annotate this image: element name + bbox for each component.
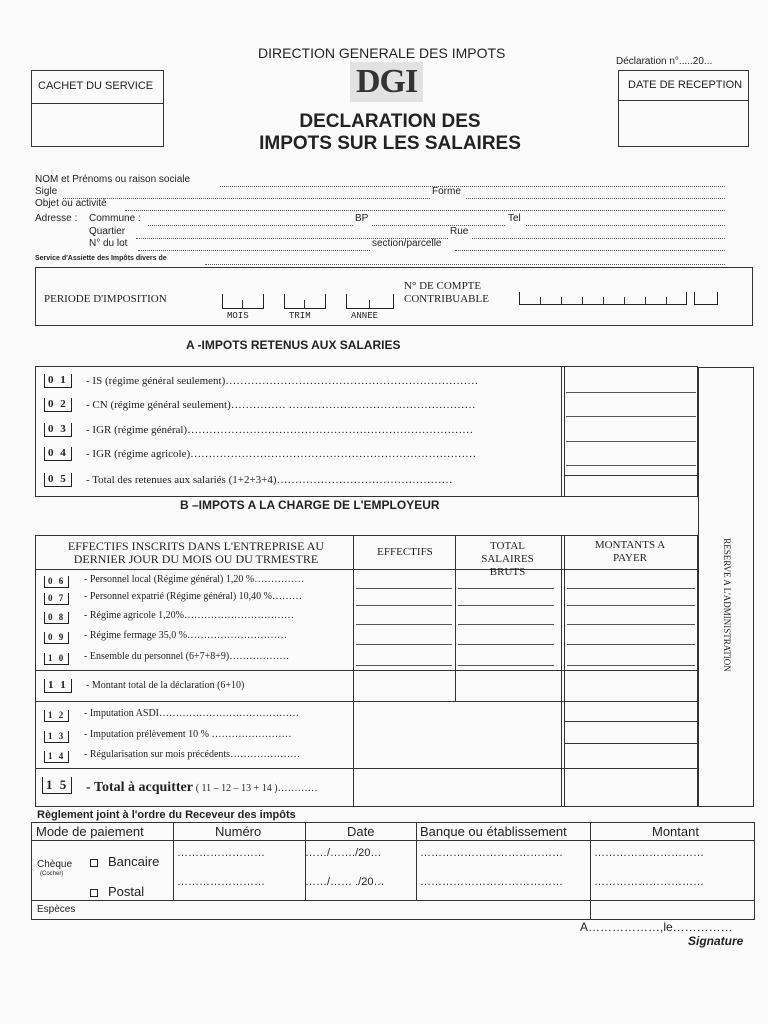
rue-label: Rue bbox=[450, 226, 469, 237]
section-b-row-label: - Personnel expatrié (Régime général) 10,40 %……… bbox=[84, 591, 302, 602]
postal-checkbox[interactable] bbox=[90, 889, 98, 897]
cheque-label: Chèque bbox=[37, 859, 73, 870]
code-12: 1 2 bbox=[44, 710, 69, 722]
input-cell[interactable] bbox=[567, 624, 695, 625]
reserve-administration-label: RESERVE A L'ADMINISTRATION bbox=[722, 538, 732, 672]
section-parcelle-label: section/parcelle bbox=[372, 238, 442, 249]
code-03: 0 3 bbox=[44, 423, 72, 437]
direction-title: DIRECTION GENERALE DES IMPOTS bbox=[258, 45, 506, 61]
tel-label: Tel bbox=[508, 213, 521, 224]
section-b-imput-label: - Régularisation sur mois précédents………………… bbox=[84, 749, 301, 760]
input-cell[interactable] bbox=[356, 624, 452, 625]
objet-label: Objet ou activité bbox=[35, 198, 107, 209]
adresse-label: Adresse : bbox=[35, 213, 78, 224]
header-montant: Montant bbox=[652, 824, 699, 839]
header-date: Date bbox=[347, 824, 375, 839]
trim-boxes bbox=[284, 294, 326, 309]
section-a-row-label: - IGR (régime agricole)…………………………………………………………………… bbox=[86, 448, 477, 460]
row-11-label: - Montant total de la déclaration (6+10) bbox=[86, 680, 245, 691]
section-b-row-label: - Régime agricole 1,20%…………………………… bbox=[84, 610, 294, 621]
mois-boxes bbox=[222, 294, 264, 309]
code-02: 0 2 bbox=[44, 398, 72, 412]
input-cell[interactable] bbox=[356, 644, 452, 645]
forme-label: Forme bbox=[432, 186, 461, 197]
date-reception-label: DATE DE RECEPTION bbox=[628, 79, 743, 91]
code-07: 0 7 bbox=[44, 593, 69, 605]
lot-label: N° du lot bbox=[89, 238, 128, 249]
header-banque: Banque ou établissement bbox=[420, 824, 567, 839]
section-b-row-label: - Ensemble du personnel (6+7+8+9)……………… bbox=[84, 651, 290, 662]
declaration-number: Déclaration n°.....20... bbox=[616, 56, 713, 67]
input-cell[interactable] bbox=[458, 605, 554, 606]
code-09: 0 9 bbox=[44, 632, 69, 644]
date-bancaire[interactable]: ……/……./20… bbox=[305, 847, 382, 859]
row-15-formula: ( 11 – 12 – 13 + 14 )………… bbox=[195, 783, 318, 794]
header-mode: Mode de paiement bbox=[36, 824, 144, 839]
code-08: 0 8 bbox=[44, 612, 69, 624]
montant-postal[interactable]: ………………………… bbox=[594, 876, 704, 888]
numero-postal[interactable]: …………………… bbox=[177, 876, 265, 888]
banque-bancaire[interactable]: ………………………………… bbox=[420, 847, 563, 859]
bancaire-label: Bancaire bbox=[108, 854, 160, 869]
section-a-row-label: - Total des retenues aux salariés (1+2+3+4)………………………………………… bbox=[86, 474, 453, 486]
especes-label: Espèces bbox=[37, 904, 76, 915]
section-a-row-label: - CN (régime général seulement)…………… …………………………………………… bbox=[86, 399, 476, 411]
code-13: 1 3 bbox=[44, 731, 69, 743]
section-b-row-label: - Personnel local (Régime général) 1,20 %…………… bbox=[84, 574, 305, 585]
postal-option[interactable] bbox=[90, 884, 144, 899]
reglement-title: Règlement joint à l'ordre du Receveur des impôts bbox=[37, 809, 296, 821]
section-b-title: B –IMPOTS A LA CHARGE DE L'EMPLOYEUR bbox=[180, 498, 440, 512]
lieu-date-line[interactable]: A………………,le…………… bbox=[580, 920, 733, 934]
annee-label: ANNEE bbox=[351, 311, 379, 321]
compte-key-box bbox=[694, 292, 718, 305]
compte-label-2: CONTRIBUABLE bbox=[404, 293, 489, 305]
compte-boxes bbox=[519, 292, 687, 305]
input-cell[interactable] bbox=[356, 588, 452, 589]
cachet-label: CACHET DU SERVICE bbox=[38, 80, 154, 92]
input-cell[interactable] bbox=[356, 665, 452, 666]
commune-label: Commune : bbox=[89, 213, 141, 224]
section-b-row-label: - Régime fermage 35,0 %………………………… bbox=[84, 630, 288, 641]
input-cell[interactable] bbox=[458, 644, 554, 645]
input-cell[interactable] bbox=[567, 644, 695, 645]
periode-label: PERIODE D'IMPOSITION bbox=[44, 293, 167, 305]
section-a-title: A -IMPOTS RETENUS AUX SALARIES bbox=[186, 338, 401, 352]
input-cell[interactable] bbox=[458, 624, 554, 625]
dgi-logo: DGI bbox=[350, 62, 423, 102]
header-numero: Numéro bbox=[215, 824, 262, 839]
row-15-label bbox=[86, 780, 318, 796]
sigle-label: Sigle bbox=[35, 186, 58, 197]
mois-label: MOIS bbox=[227, 311, 249, 321]
input-cell[interactable] bbox=[567, 605, 695, 606]
code-05: 0 5 bbox=[44, 473, 72, 487]
code-15: 1 5 bbox=[42, 777, 72, 794]
annee-boxes bbox=[346, 294, 394, 309]
input-cell[interactable] bbox=[567, 665, 695, 666]
code-04: 0 4 bbox=[44, 447, 72, 461]
date-postal[interactable]: ……/…… ./20… bbox=[305, 876, 385, 888]
section-a-row-label: - IGR (régime général)…………………………………………………………………… bbox=[86, 424, 474, 436]
code-14: 1 4 bbox=[44, 751, 69, 763]
code-10: 1 0 bbox=[44, 653, 69, 665]
compte-label-1: N° DE COMPTE bbox=[404, 280, 482, 292]
bp-label: BP bbox=[355, 213, 369, 224]
bancaire-checkbox[interactable] bbox=[90, 859, 98, 867]
section-b-imput-label: - Imputation ASDI…………………………………… bbox=[84, 708, 299, 719]
form-title-line2: IMPOTS SUR LES SALAIRES bbox=[259, 133, 521, 154]
service-assiette-label: Service d'Assiette des Impôts divers de bbox=[35, 255, 167, 262]
section-b-imput-label: - Imputation prélèvement 10 % …………………… bbox=[84, 729, 292, 740]
col-total-salaires: TOTAL SALAIRES BRUTS bbox=[481, 540, 534, 578]
col-montants: MONTANTS A PAYER bbox=[594, 539, 666, 564]
form-title-line1: DECLARATION DES bbox=[299, 111, 481, 132]
col-effectifs-inscrits: EFFECTIFS INSCRITS DANS L'ENTREPRISE AU DERNIER JOUR DU MOIS OU DU TRMESTRE bbox=[67, 539, 325, 566]
banque-postal[interactable]: ………………………………… bbox=[420, 876, 563, 888]
row-15-main: - Total à acquitter bbox=[86, 780, 193, 795]
signature-label: Signature bbox=[688, 934, 744, 948]
code-01: 0 1 bbox=[44, 374, 72, 388]
code-06: 0 6 bbox=[44, 576, 69, 588]
montant-bancaire[interactable]: ………………………… bbox=[594, 847, 704, 859]
nom-label: NOM et Prénoms ou raison sociale bbox=[35, 174, 191, 185]
numero-bancaire[interactable]: …………………… bbox=[177, 847, 265, 859]
code-11: 1 1 bbox=[44, 679, 72, 693]
input-cell[interactable] bbox=[567, 588, 695, 589]
quartier-label: Quartier bbox=[89, 226, 126, 237]
trim-label: TRIM bbox=[289, 311, 311, 321]
input-cell[interactable] bbox=[356, 605, 452, 606]
postal-label: Postal bbox=[108, 884, 145, 899]
cocher-label: (Cocher) bbox=[40, 871, 64, 877]
input-cell[interactable] bbox=[458, 665, 554, 666]
bancaire-option[interactable] bbox=[90, 854, 159, 869]
section-a-row-label: - IS (régime général seulement)…………………………………………………………… bbox=[86, 375, 479, 387]
col-effectifs: EFFECTIFS bbox=[377, 546, 433, 558]
input-cell[interactable] bbox=[458, 588, 554, 589]
